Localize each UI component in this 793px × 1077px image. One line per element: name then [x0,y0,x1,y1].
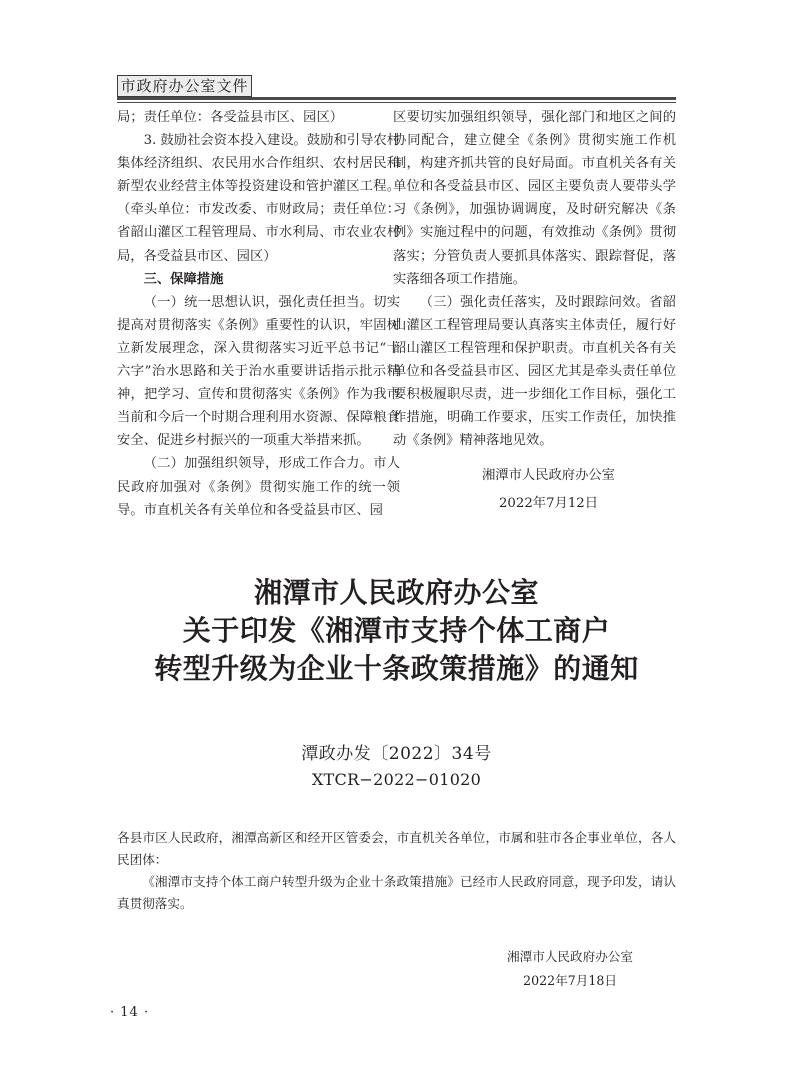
document-number: 潭政办发〔2022〕34号 [301,744,492,764]
notice-signature [460,945,680,993]
left-paragraph-2: 3. 鼓励社会资本投入建设。鼓励和引导农村集体经济组织、农民用水合作组织、农村居民和新型农业经营主体等投资建设和管护灌区工程。（牵头单位：市发改委、市财政局；责任单位：省韶山灌区工程管理局、市水利局、市农业农村局，各受益县市区、园区） [117,133,400,264]
header-rule-thin [117,102,676,103]
notice-signature-date: 2022年7月18日 [523,973,617,988]
right-column [393,106,676,515]
notice-signature-organization: 湘潭市人民政府办公室 [507,949,633,964]
left-column [117,106,400,522]
header-rule-thick [117,97,676,100]
right-paragraph-2: （三）强化责任落实，及时跟踪问效。省韶山灌区工程管理局要认真落实主体责任，履行好韶山灌区工程管理和保护职责。市直机关各有关单位和各受益县市区、园区尤其是牵头责任单位要积极履职尽责，进一步细化工作目标，强化工作措施，明确工作要求，压实工作责任，加快推动《条例》精神落地见效。 [393,294,676,449]
left-paragraph-1: 局；责任单位：各受益县市区、园区） [117,110,344,125]
notice-body [117,827,676,915]
notice-addressees: 各县市区人民政府，湘潭高新区和经开区管委会，市直机关各单位，市属和驻市各企事业单位，各人民团体： [117,830,676,867]
notice-title-line-1: 湘潭市人民政府办公室 [253,576,539,609]
signature-date: 2022年7月12日 [498,495,599,511]
left-paragraph-3: （一）统一思想认识，强化责任担当。切实提高对贯彻落实《条例》重要性的认识，牢固树立新发展理念，深入贯彻落实习近平总书记“十六字”治水思路和关于治水重要讲话指示批示精神，把学习、宣传和贯彻落实《条例》作为我市当前和今后一个时期合理利用水资源、保障粮食安全、促进乡村振兴的一项重大举措来抓。 [117,294,400,449]
signature-organization: 湘潭市人民政府办公室 [482,468,615,484]
page-number: · 14 · [110,1005,150,1020]
document-code: XTCR−2022−01020 [311,770,482,789]
left-paragraph-4: （二）加强组织领导，形成工作合力。市人民政府加强对《条例》贯彻实施工作的统一领导。市直机关各有关单位和各受益县市区、园 [117,456,400,518]
right-paragraph-1: 区要切实加强组织领导，强化部门和地区之间的协同配合，建立健全《条例》贯彻实施工作机制，构建齐抓共管的良好局面。市直机关各有关单位和各受益县市区、园区主要负责人要带头学习《条例》，加强协调调度，及时研究解决《条例》实施过程中的问题，有效推动《条例》贯彻落实；分管负责人要抓具体落实、跟踪督促，落实落细各项工作措施。 [393,110,676,287]
notice-body-text: 《湘潭市支持个体工商户转型升级为企业十条政策措施》已经市人民政府同意，现予印发，请认真贯彻落实。 [117,874,676,911]
notice-title-line-2: 关于印发《湘潭市支持个体工商户 [182,614,611,647]
section-heading-guarantee: 三、保障措施 [143,271,224,287]
section-header-tag: 市政府办公室文件 [117,75,252,97]
notice-title [100,574,693,688]
notice-title-line-3: 转型升级为企业十条政策措施》的通知 [154,652,639,685]
